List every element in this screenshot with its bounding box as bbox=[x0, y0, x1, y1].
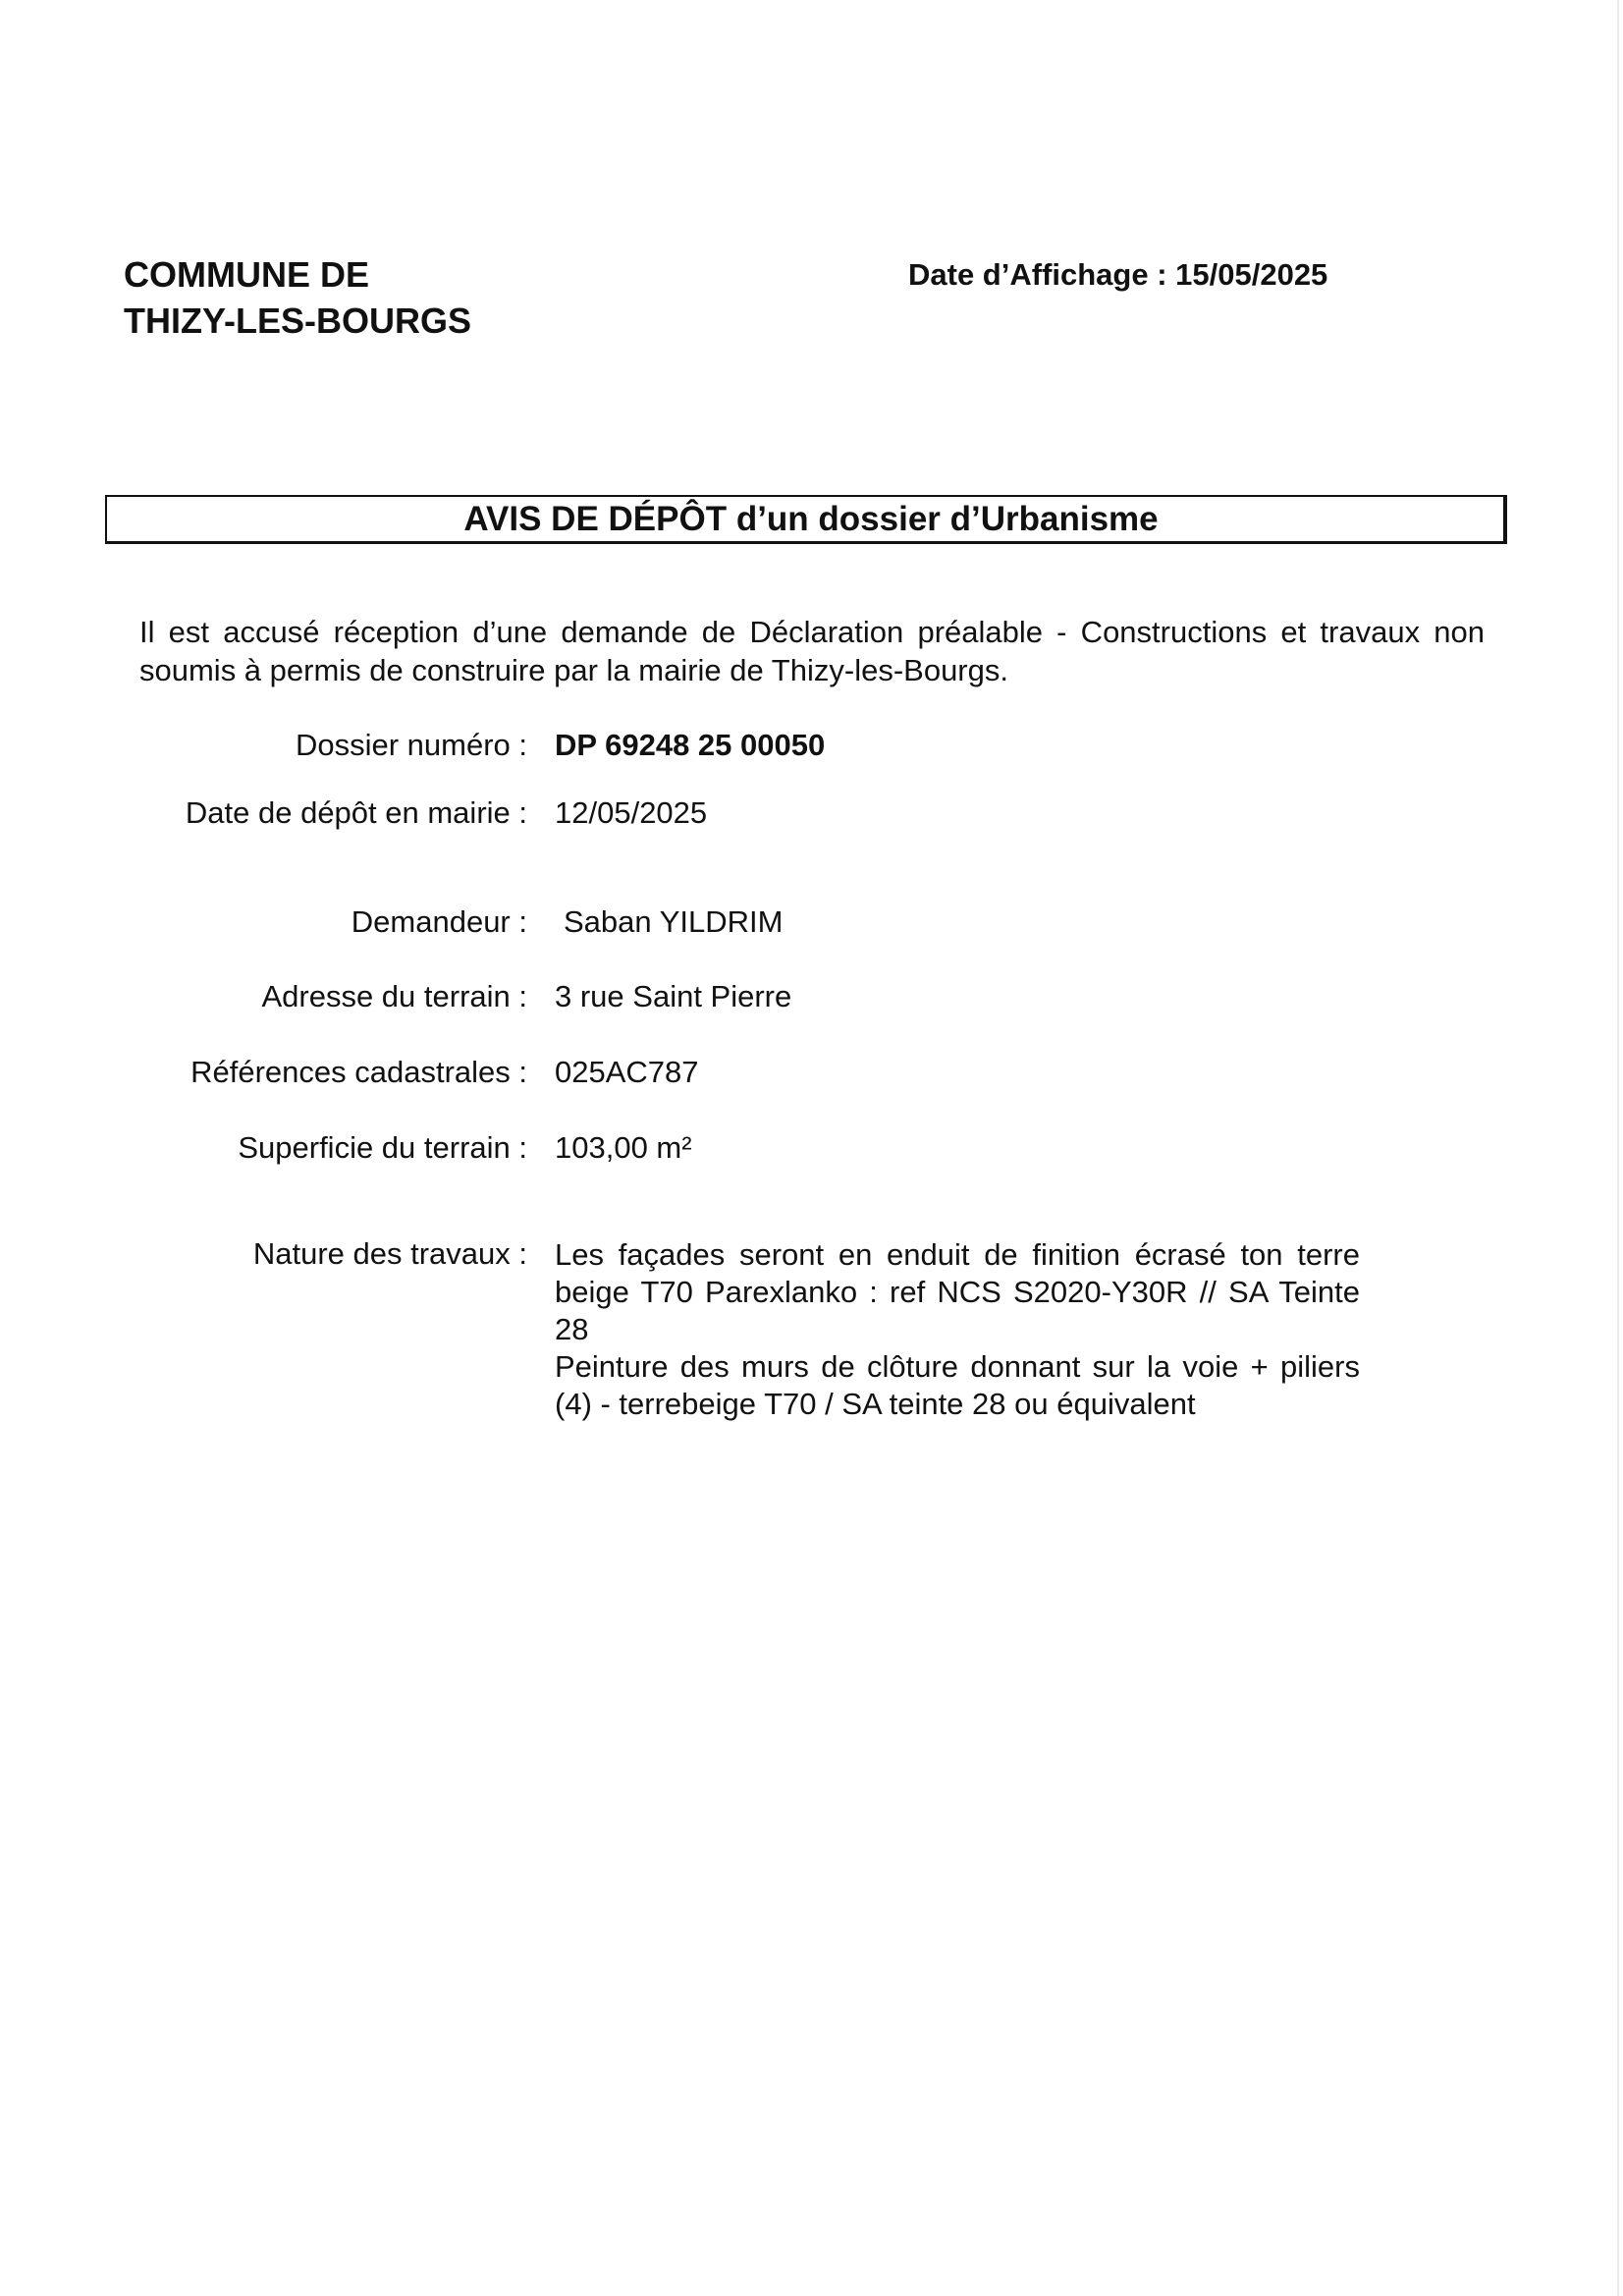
commune-name bbox=[124, 251, 471, 344]
title-box bbox=[105, 495, 1507, 544]
commune-line-1: COMMUNE DE bbox=[124, 254, 369, 295]
references-label: Références cadastrales : bbox=[190, 1055, 527, 1089]
dossier-label: Dossier numéro : bbox=[295, 728, 527, 762]
adresse-label: Adresse du terrain : bbox=[261, 979, 527, 1013]
superficie-label: Superficie du terrain : bbox=[238, 1130, 527, 1165]
superficie-value: 103,00 m² bbox=[555, 1130, 692, 1165]
nature-paragraph-2: Peinture des murs de clôture donnant sur la voie + piliers (4) - terrebeige T70 / SA teinte 28 ou équivalent bbox=[555, 1349, 1360, 1421]
adresse-value: 3 rue Saint Pierre bbox=[555, 979, 792, 1013]
nature-value bbox=[555, 1236, 1360, 1423]
intro-paragraph: Il est accusé réception d’une demande de Déclaration préalable - Constructions et travaux non soumis à permis de construire par la mairie de Thizy-les-Bourgs. bbox=[139, 615, 1485, 687]
document-title: AVIS DE DÉPÔT d’un dossier d’Urbanisme bbox=[463, 499, 1159, 538]
commune-line-2: THIZY-LES-BOURGS bbox=[124, 301, 472, 341]
references-value: 025AC787 bbox=[555, 1055, 699, 1089]
date-depot-value: 12/05/2025 bbox=[555, 795, 708, 830]
date-affichage: Date d’Affichage : 15/05/2025 bbox=[908, 257, 1328, 292]
date-depot-label: Date de dépôt en mairie : bbox=[185, 795, 527, 830]
nature-paragraph-1: Les façades seront en enduit de finition écrasé ton terre beige T70 Parexlanko : ref NCS S2020-Y30R // SA Teinte 28 bbox=[555, 1237, 1360, 1346]
dossier-value: DP 69248 25 00050 bbox=[555, 728, 826, 762]
demandeur-value: Saban YILDRIM bbox=[564, 904, 784, 939]
demandeur-label: Demandeur : bbox=[351, 904, 527, 939]
scan-edge bbox=[1617, 0, 1619, 2296]
nature-label: Nature des travaux : bbox=[252, 1236, 527, 1271]
